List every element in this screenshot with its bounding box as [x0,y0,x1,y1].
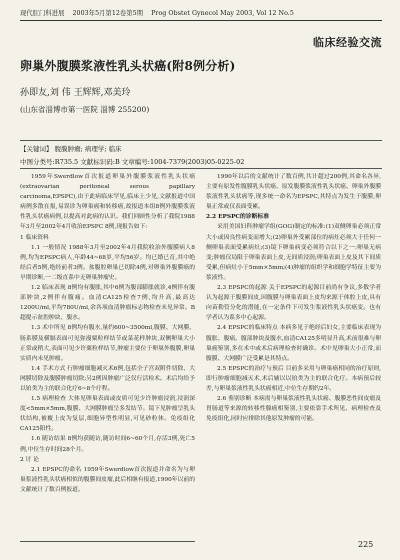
paragraph: 2.1 EPSPC的命名 1959年Swerdlow首次报道并命名为与卵巢浆液性乳头状癌相似的腹膜间皮瘤,此后相继有报道,1990年以前的文献统计了数百例报道。 [20,466,195,493]
section-heading: 2 讨 论 [20,456,39,463]
paragraph: 采用美国妇科肿瘤学组(GOG)制定的标准:(1)双侧卵巢必须正常大小或因良性病变而增大;(2)卵巢外受累部位的病灶必须大于任何一侧卵巢表面受累病灶;(3)镜下卵巢病变必须符合以下之一:卵巢无病变;肿瘤仅局限于卵巢表面上皮,无间质浸润;卵巢表面上皮及其下间质受累,但病灶小于5mm×5mm;(4)肿瘤的组织学和细胞学特征主要为浆液性。 [206,224,381,281]
paragraph: 2.3 EPSPC的起源 关于EPSPC的起源目前尚有争议,多数学者认为起源于腹膜间皮,因腹膜与卵巢表面上皮均来源于体腔上皮,具有向苗勒管分化的潜能,在一定条件下可发生浆液性乳头状癌变。也有学者认为系多中心起源。 [206,285,381,322]
section-heading: 1 临床资料 [20,234,49,241]
journal-header [20,8,382,21]
paragraph: 2.4 EPSPC的临床特点 本病多见于绝经后妇女,主要临床表现为腹胀、腹痛、腹部肿块及腹水,血清CA125多明显升高,术前很难与卵巢癌鉴别,多在术中或术后病理检查时确诊。术中见卵巢大小正常,而腹膜、大网膜广泛受累是其特点。 [206,325,381,362]
journal-name: 现代肛门科进展 [20,10,65,17]
paragraph: 1.3 术中所见 8例均有腹水,量约600~3500ml,腹膜、大网膜、肠系膜及横膈表面可见弥漫粟粒样结节或菜花样肿块,双侧卵巢大小正常或稍大,表面可见少许粟粒样结节,肿瘤主要位于卵巢外腹膜,卵巢实质内未见肿瘤。 [20,325,195,362]
journal-name-en: Prog Obstet Gynecol May 2003, Vol 12 No.5 [151,10,294,17]
paragraph: 1959年Swerdlow首次报道卵巢外腹膜浆液性乳头状癌(extraovarian peritoneal serous papillary carcinoma,EPSPC),由于此病临床罕见,临床上少见,文献报道中国病例多散在报,易误诊为卵巢癌和转移癌,故报道本组8例外腹膜浆液性乳头状癌病例,以提高对此病的认识。我们回顾性分析了我院1988年3月至2002年4月收治EPSPC 8例,现报告如下: [20,174,195,231]
right-column [206,172,381,424]
paragraph: 1.4 手术方式 行肿瘤细胞减灭术6例,包括全子宫双附件切除、大网膜切除及腹膜肿瘤切除;另2例因肿瘤广泛仅行活检术。术后均给予以铂类为主的联合化疗6~8个疗程。 [20,365,195,392]
divider-bottom [20,168,382,169]
section-tag: 临床经验交流 [313,36,382,49]
journal-issue: 2003年5月第12卷第5期 [72,10,144,17]
divider-top [20,140,382,141]
section-heading: 2.2 EPSPC的诊断标准 [206,214,270,221]
affiliation: (山东省淄博市第一医院 淄博 255200) [20,105,150,114]
authors: 孙即友,刘 伟 王辉辉,邓美玲 [20,88,131,98]
footer-rule [20,541,195,542]
paragraph: 2.6 鉴别诊断 本病需与卵巢浆液性乳头状癌、腹膜恶性间皮瘤及胃肠道等来源的转移性腺癌相鉴别,主要依靠手术所见、病理检查及免疫组化,同时应排除其他原发肿瘤的可能。 [206,396,381,423]
article-title: 卵巢外腹膜浆液性乳头状癌(附8例分析) [20,59,236,73]
keywords: 【关键词】 腹膜肿瘤; 病理学; 临床 [20,145,122,153]
paragraph: 1.5 病理检查 大体见卵巢表面或皮质可见少许肿瘤浸润,浸润深度<5mm×5mm,腹膜、大网膜肿瘤呈多发结节。镜下见肿瘤呈乳头状结构,被覆上皮为复层,细胞异型性明显,可见砂粒体。免疫组化CA125阳性。 [20,396,195,433]
paragraph: 1.2 临床表现 8例均有腹胀,其中6例为腹部膨胀就诊,4例伴有腹部肿块,2例伴有腹痛。血清CA125检查7例,均升高,最高达1200U/ml,平均780U/ml,余各项血清肿瘤标志物检查未见异常。B超提示盆腔肿块、腹水。 [20,285,195,322]
paragraph: 1990年以后的文献统计了数百例,共计超过200例,其命名各异,主要有原发性腹膜乳头状癌、原发腹膜浆液性乳头状癌、卵巢外腹膜浆液性乳头状癌等,现多统一命名为EPSPC,其特点为发生于腹膜,卵巢正常或仅表面受累。 [206,174,381,211]
classification: 中图分类号:R735.5 文献标识码:B 文章编号:1004-7379(2003)05-0225-02 [20,158,245,166]
left-column [20,172,195,495]
paragraph: 1.1 一般情况 1988年3月至2002年4月我院收治外腹膜病人8例,均为EPSPC病人,年龄44~68岁,平均56岁。均已婚已育,其中绝经后者5例,绝经前者3例。盆腹腔卵巢已切除4例,对卵巢外腹膜癌的早期诊断,一二级直系中无卵巢肿瘤史。 [20,244,195,281]
paragraph: 1.6 随访结果 8例均获随访,随访时间6~60个月,存活3例,死亡5例,中位生存时间28个月。 [20,436,195,453]
page-number: 225 [358,540,374,549]
paragraph: 2.5 EPSPC的治疗与预后 目前多采用与卵巢癌相同的治疗原则,即行肿瘤细胞减灭术,术后辅以以铂类为主的联合化疗。本病预后较差,与卵巢浆液性乳头状癌相近,中位生存期约2年。 [206,365,381,392]
